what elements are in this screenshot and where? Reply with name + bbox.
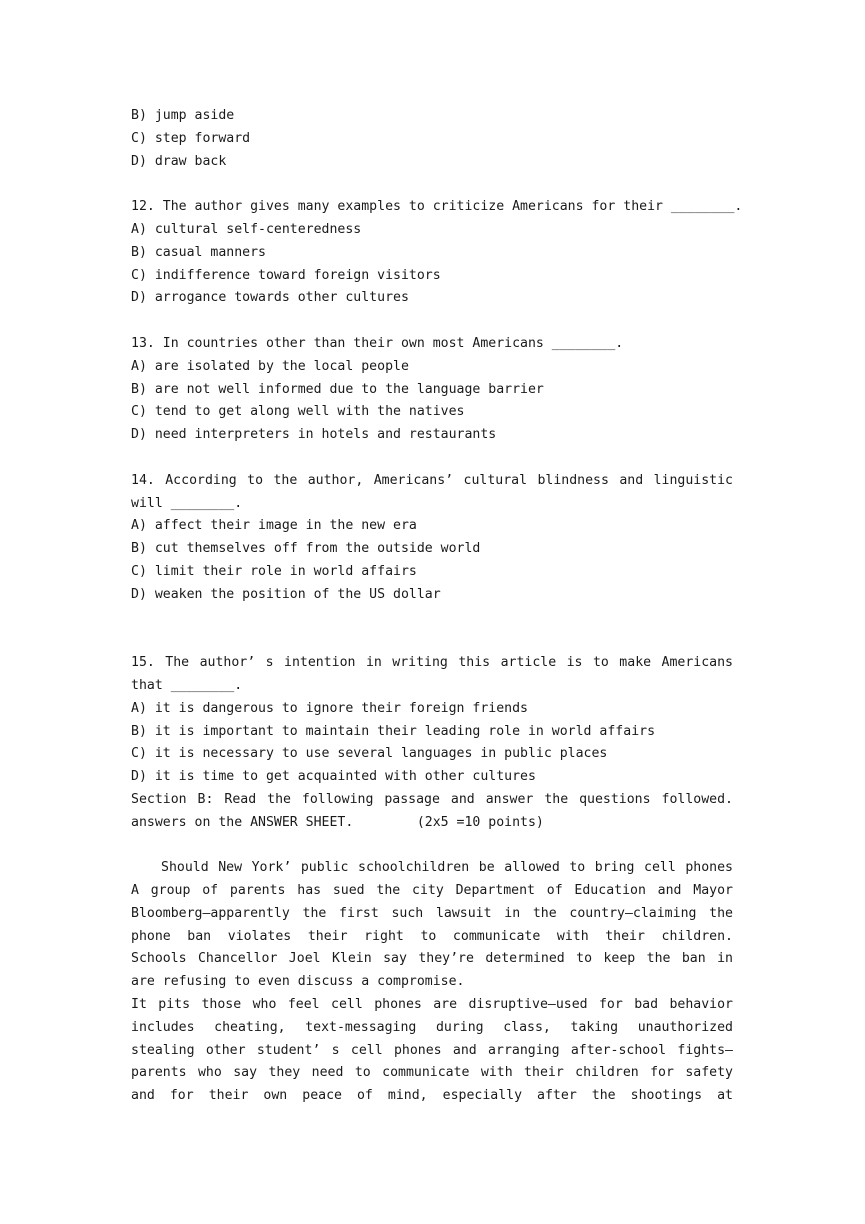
spacer <box>131 607 733 653</box>
option-d: D) weaken the position of the US dollar <box>131 586 441 602</box>
option-b: B) are not well informed due to the language barrier <box>131 381 544 397</box>
spacer <box>131 835 733 858</box>
passage-line: Bloomberg—apparently the first such lawsuit in the country—claiming the <box>131 905 733 921</box>
passage-line: A group of parents has sued the city Department of Education and Mayor <box>131 883 733 899</box>
passage-line: Schools Chancellor Joel Klein say they’re determined to keep the ban in <box>131 951 733 967</box>
option-b: B) casual manners <box>131 244 266 260</box>
passage-line: phone ban violates their right to communicate with their children. <box>131 928 733 944</box>
question-13 <box>131 333 733 447</box>
question-stem-line-2: that ________. <box>131 677 243 693</box>
question-stem-line-1: 15. The author’ s intention in writing this article is to make Americans <box>131 655 733 671</box>
option-c: C) step forward <box>131 130 251 146</box>
question-14 <box>131 470 733 607</box>
section-b-instructions <box>131 789 733 835</box>
passage-line: are refusing to even discuss a compromise. <box>131 974 465 990</box>
option-c: C) tend to get along well with the natives <box>131 404 465 420</box>
option-c: C) it is necessary to use several languages in public places <box>131 746 608 762</box>
spacer <box>131 310 733 333</box>
question-11-options <box>131 105 733 173</box>
option-d: D) draw back <box>131 153 227 169</box>
document-page <box>131 105 743 1108</box>
spacer <box>131 447 733 470</box>
option-d: D) arrogance towards other cultures <box>131 290 409 306</box>
passage-line: Should New York’ public schoolchildren be allowed to bring cell phones <box>161 860 733 876</box>
passage-paragraph-2 <box>131 994 733 1108</box>
section-b-line-1: Section B: Read the following passage and answer the questions followed. <box>131 791 733 807</box>
passage-paragraph-1 <box>131 857 733 994</box>
passage-line: includes cheating, text-messaging during class, taking unauthorized <box>131 1019 733 1035</box>
option-c: C) limit their role in world affairs <box>131 563 417 579</box>
option-a: A) affect their image in the new era <box>131 518 417 534</box>
passage-line: and for their own peace of mind, especially after the shootings at <box>131 1088 733 1104</box>
option-b: B) it is important to maintain their leading role in world affairs <box>131 723 656 739</box>
spacer <box>131 173 733 196</box>
question-12 <box>131 196 743 310</box>
option-b: B) cut themselves off from the outside world <box>131 541 481 557</box>
option-d: D) need interpreters in hotels and restaurants <box>131 427 497 443</box>
question-stem-line-2: will ________. <box>131 495 243 511</box>
option-a: A) cultural self-centeredness <box>131 221 362 237</box>
option-b: B) jump aside <box>131 108 235 123</box>
passage-line: It pits those who feel cell phones are disruptive—used for bad behavior <box>131 997 733 1013</box>
option-d: D) it is time to get acquainted with other cultures <box>131 769 536 785</box>
question-stem-line-1: 14. According to the author, Americans’ cultural blindness and linguistic <box>131 472 733 488</box>
section-b-line-2: answers on the ANSWER SHEET. (2x5 =10 points) <box>131 814 544 830</box>
option-a: A) are isolated by the local people <box>131 358 409 374</box>
question-stem: 12. The author gives many examples to criticize Americans for their ________. <box>131 199 743 215</box>
question-15 <box>131 652 733 789</box>
passage-line: parents who say they need to communicate with their children for safety <box>131 1065 733 1081</box>
option-a: A) it is dangerous to ignore their foreign friends <box>131 700 528 716</box>
question-stem: 13. In countries other than their own most Americans ________. <box>131 335 624 351</box>
option-c: C) indifference toward foreign visitors <box>131 267 441 283</box>
passage-line: stealing other student’ s cell phones and arranging after-school fights— <box>131 1042 733 1058</box>
